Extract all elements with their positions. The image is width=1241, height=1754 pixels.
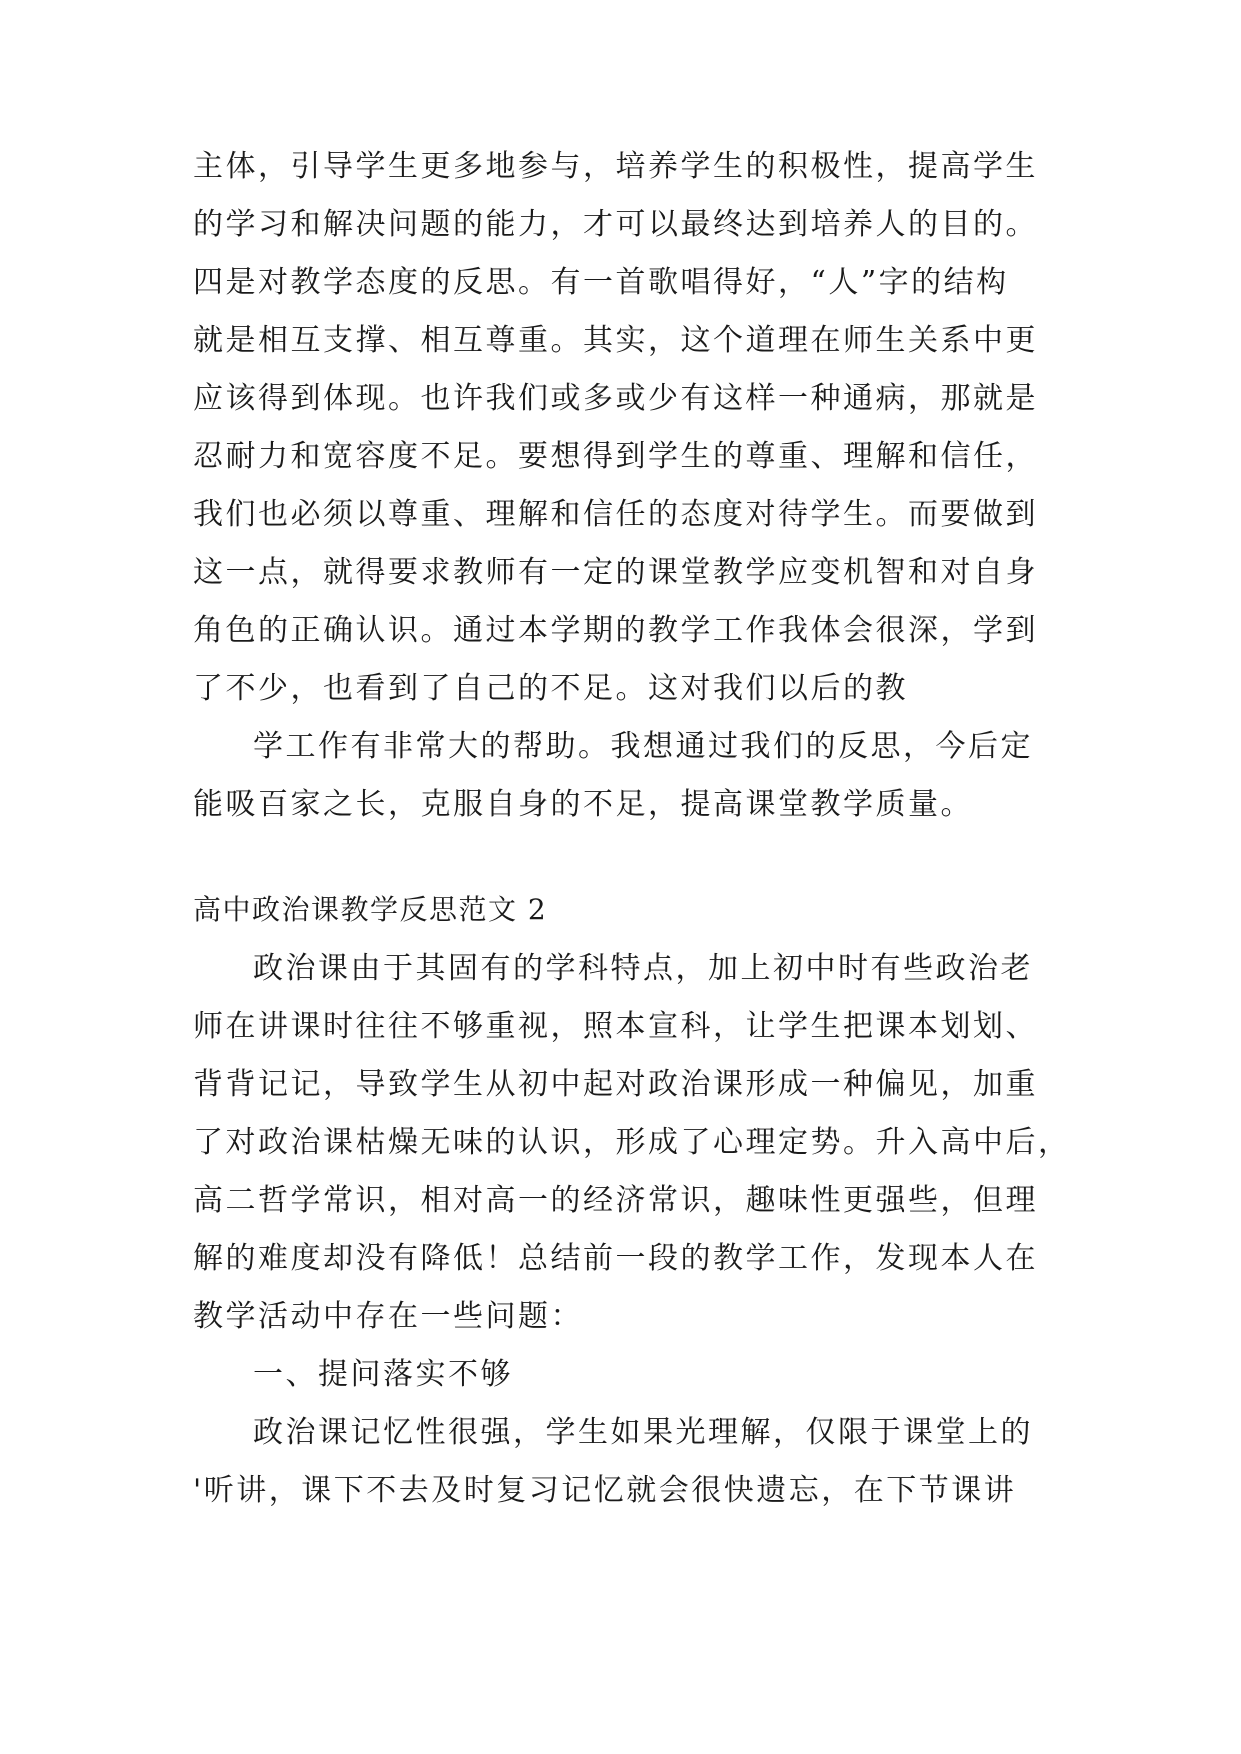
body-text-line: 教学活动中存在一些问题：: [193, 1299, 583, 1334]
subheading: 一、提问落实不够: [253, 1357, 513, 1392]
body-text-line: 应该得到体现。也许我们或多或少有这样一种通病，那就是: [193, 381, 1038, 416]
body-text-line: 了不少，也看到了自己的不足。这对我们以后的教: [193, 671, 908, 706]
body-text-line: '听讲，课下不去及时复习记忆就会很快遗忘，在下节课讲: [193, 1473, 1017, 1508]
body-text-line: 了对政治课枯燥无味的认识，形成了心理定势。升入高中后，: [193, 1125, 1071, 1160]
body-text-line: 政治课记忆性很强，学生如果光理解，仅限于课堂上的: [253, 1415, 1033, 1450]
body-text-line: 师在讲课时往往不够重视，照本宣科，让学生把课本划划、: [193, 1009, 1038, 1044]
body-text-line: 主体，引导学生更多地参与，培养学生的积极性，提高学生: [193, 149, 1038, 184]
body-text-line: 学工作有非常大的帮助。我想通过我们的反思，今后定: [253, 729, 1033, 764]
body-text-line: 角色的正确认识。通过本学期的教学工作我体会很深，学到: [193, 613, 1038, 648]
body-text-line: 就是相互支撑、相互尊重。其实，这个道理在师生关系中更: [193, 323, 1038, 358]
body-text-line: 背背记记，导致学生从初中起对政治课形成一种偏见，加重: [193, 1067, 1038, 1102]
body-text-line: 这一点，就得要求教师有一定的课堂教学应变机智和对自身: [193, 555, 1038, 590]
body-text-line: 能吸百家之长，克服自身的不足，提高课堂教学质量。: [193, 787, 973, 822]
body-text-line: 的学习和解决问题的能力，才可以最终达到培养人的目的。: [193, 207, 1038, 242]
body-text-line: 忍耐力和宽容度不足。要想得到学生的尊重、理解和信任，: [193, 439, 1038, 474]
body-text-line: 政治课由于其固有的学科特点，加上初中时有些政治老: [253, 951, 1033, 986]
body-text-line: 高二哲学常识，相对高一的经济常识，趣味性更强些，但理: [193, 1183, 1038, 1218]
body-text-line: 解的难度却没有降低！总结前一段的教学工作，发现本人在: [193, 1241, 1038, 1276]
body-text-line: 四是对教学态度的反思。有一首歌唱得好，“人”字的结构: [193, 265, 1009, 300]
section-heading: 高中政治课教学反思范文 2: [193, 893, 548, 926]
body-text-line: 我们也必须以尊重、理解和信任的态度对待学生。而要做到: [193, 497, 1038, 532]
